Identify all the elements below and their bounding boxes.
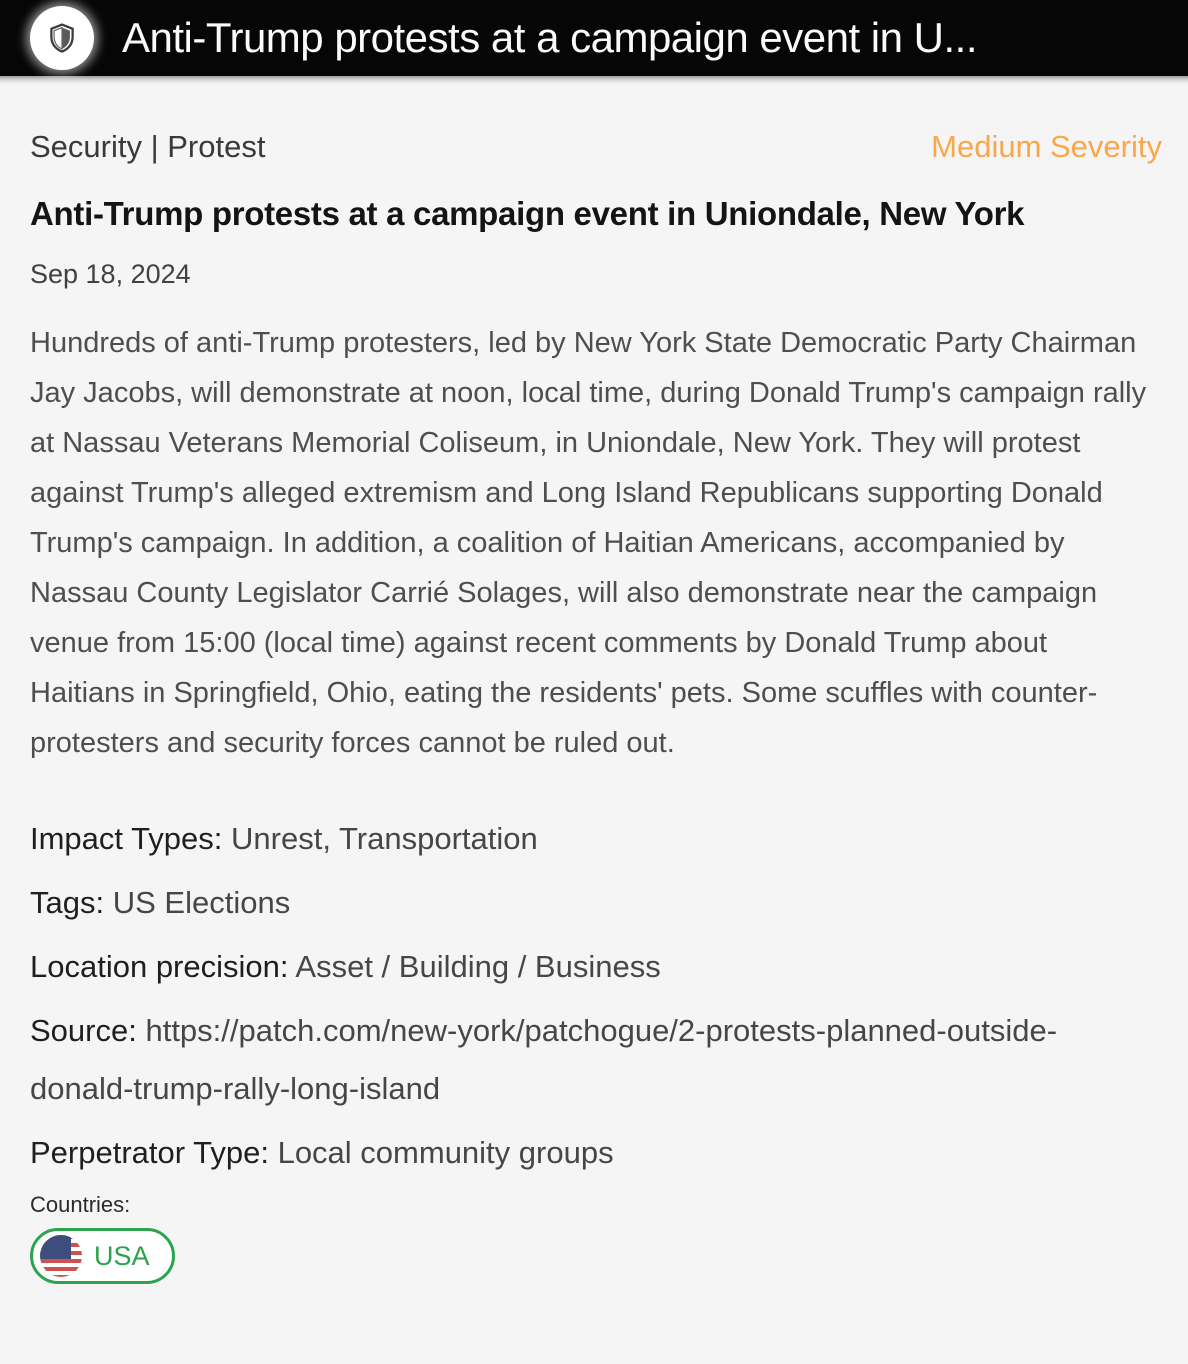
alert-card [0,85,1188,1284]
us-flag-icon [40,1235,82,1277]
severity-badge: Medium Severity [931,129,1162,164]
field-label: Perpetrator Type: [30,1135,269,1170]
field-tags [30,874,1150,932]
field-location-precision [30,938,1150,996]
field-value: Local community groups [277,1135,614,1170]
field-impact-types [30,810,1150,868]
countries-label: Countries: [30,1192,131,1217]
country-pill-usa[interactable] [30,1228,175,1284]
alert-date: Sep 18, 2024 [30,259,191,289]
field-value: US Elections [112,885,291,920]
field-label: Source: [30,1013,137,1048]
alert-title: Anti-Trump protests at a campaign event in Uniondale, New York [30,195,1025,232]
app-badge [30,6,94,70]
alert-category: Security | Protest [30,129,266,164]
alert-fields [30,810,1162,1182]
alert-description: Hundreds of anti-Trump protesters, led by New York State Democratic Party Chairman Jay Jacobs, will demonstrate at noon, local time, during Donald Trump's campaign rally at Nassau Veterans Memorial Coliseum, in Uniondale, New York. They will protest against Trump's alleged extremism and Long Island Republicans supporting Donald Trump's campaign. In addition, a coalition of Haitian Americans, accompanied by Nassau County Legislator Carrié Solages, will also demonstrate near the campaign venue from 15:00 (local time) against recent comments by Donald Trump about Haitians in Springfield, Ohio, eating the residents' pets. Some scuffles with counter-protesters and security forces cannot be ruled out. [30,327,1147,759]
titlebar-divider [0,76,1188,85]
field-label: Location precision: [30,949,289,984]
field-label: Tags: [30,885,105,920]
source-url[interactable]: https://patch.com/new-york/patchogue/2-protests-planned-outside-donald-trump-rally-long-island [30,1013,1058,1106]
field-label: Impact Types: [30,821,223,856]
country-code: USA [94,1240,150,1271]
alert-meta-row [30,129,1162,165]
field-value: Unrest, Transportation [231,821,538,856]
window-titlebar [0,0,1188,76]
field-value: Asset / Building / Business [295,949,661,984]
field-source [30,1002,1150,1118]
field-perpetrator-type [30,1124,1150,1182]
shield-icon [45,21,79,55]
window-title: Anti-Trump protests at a campaign event in U... [122,14,977,61]
